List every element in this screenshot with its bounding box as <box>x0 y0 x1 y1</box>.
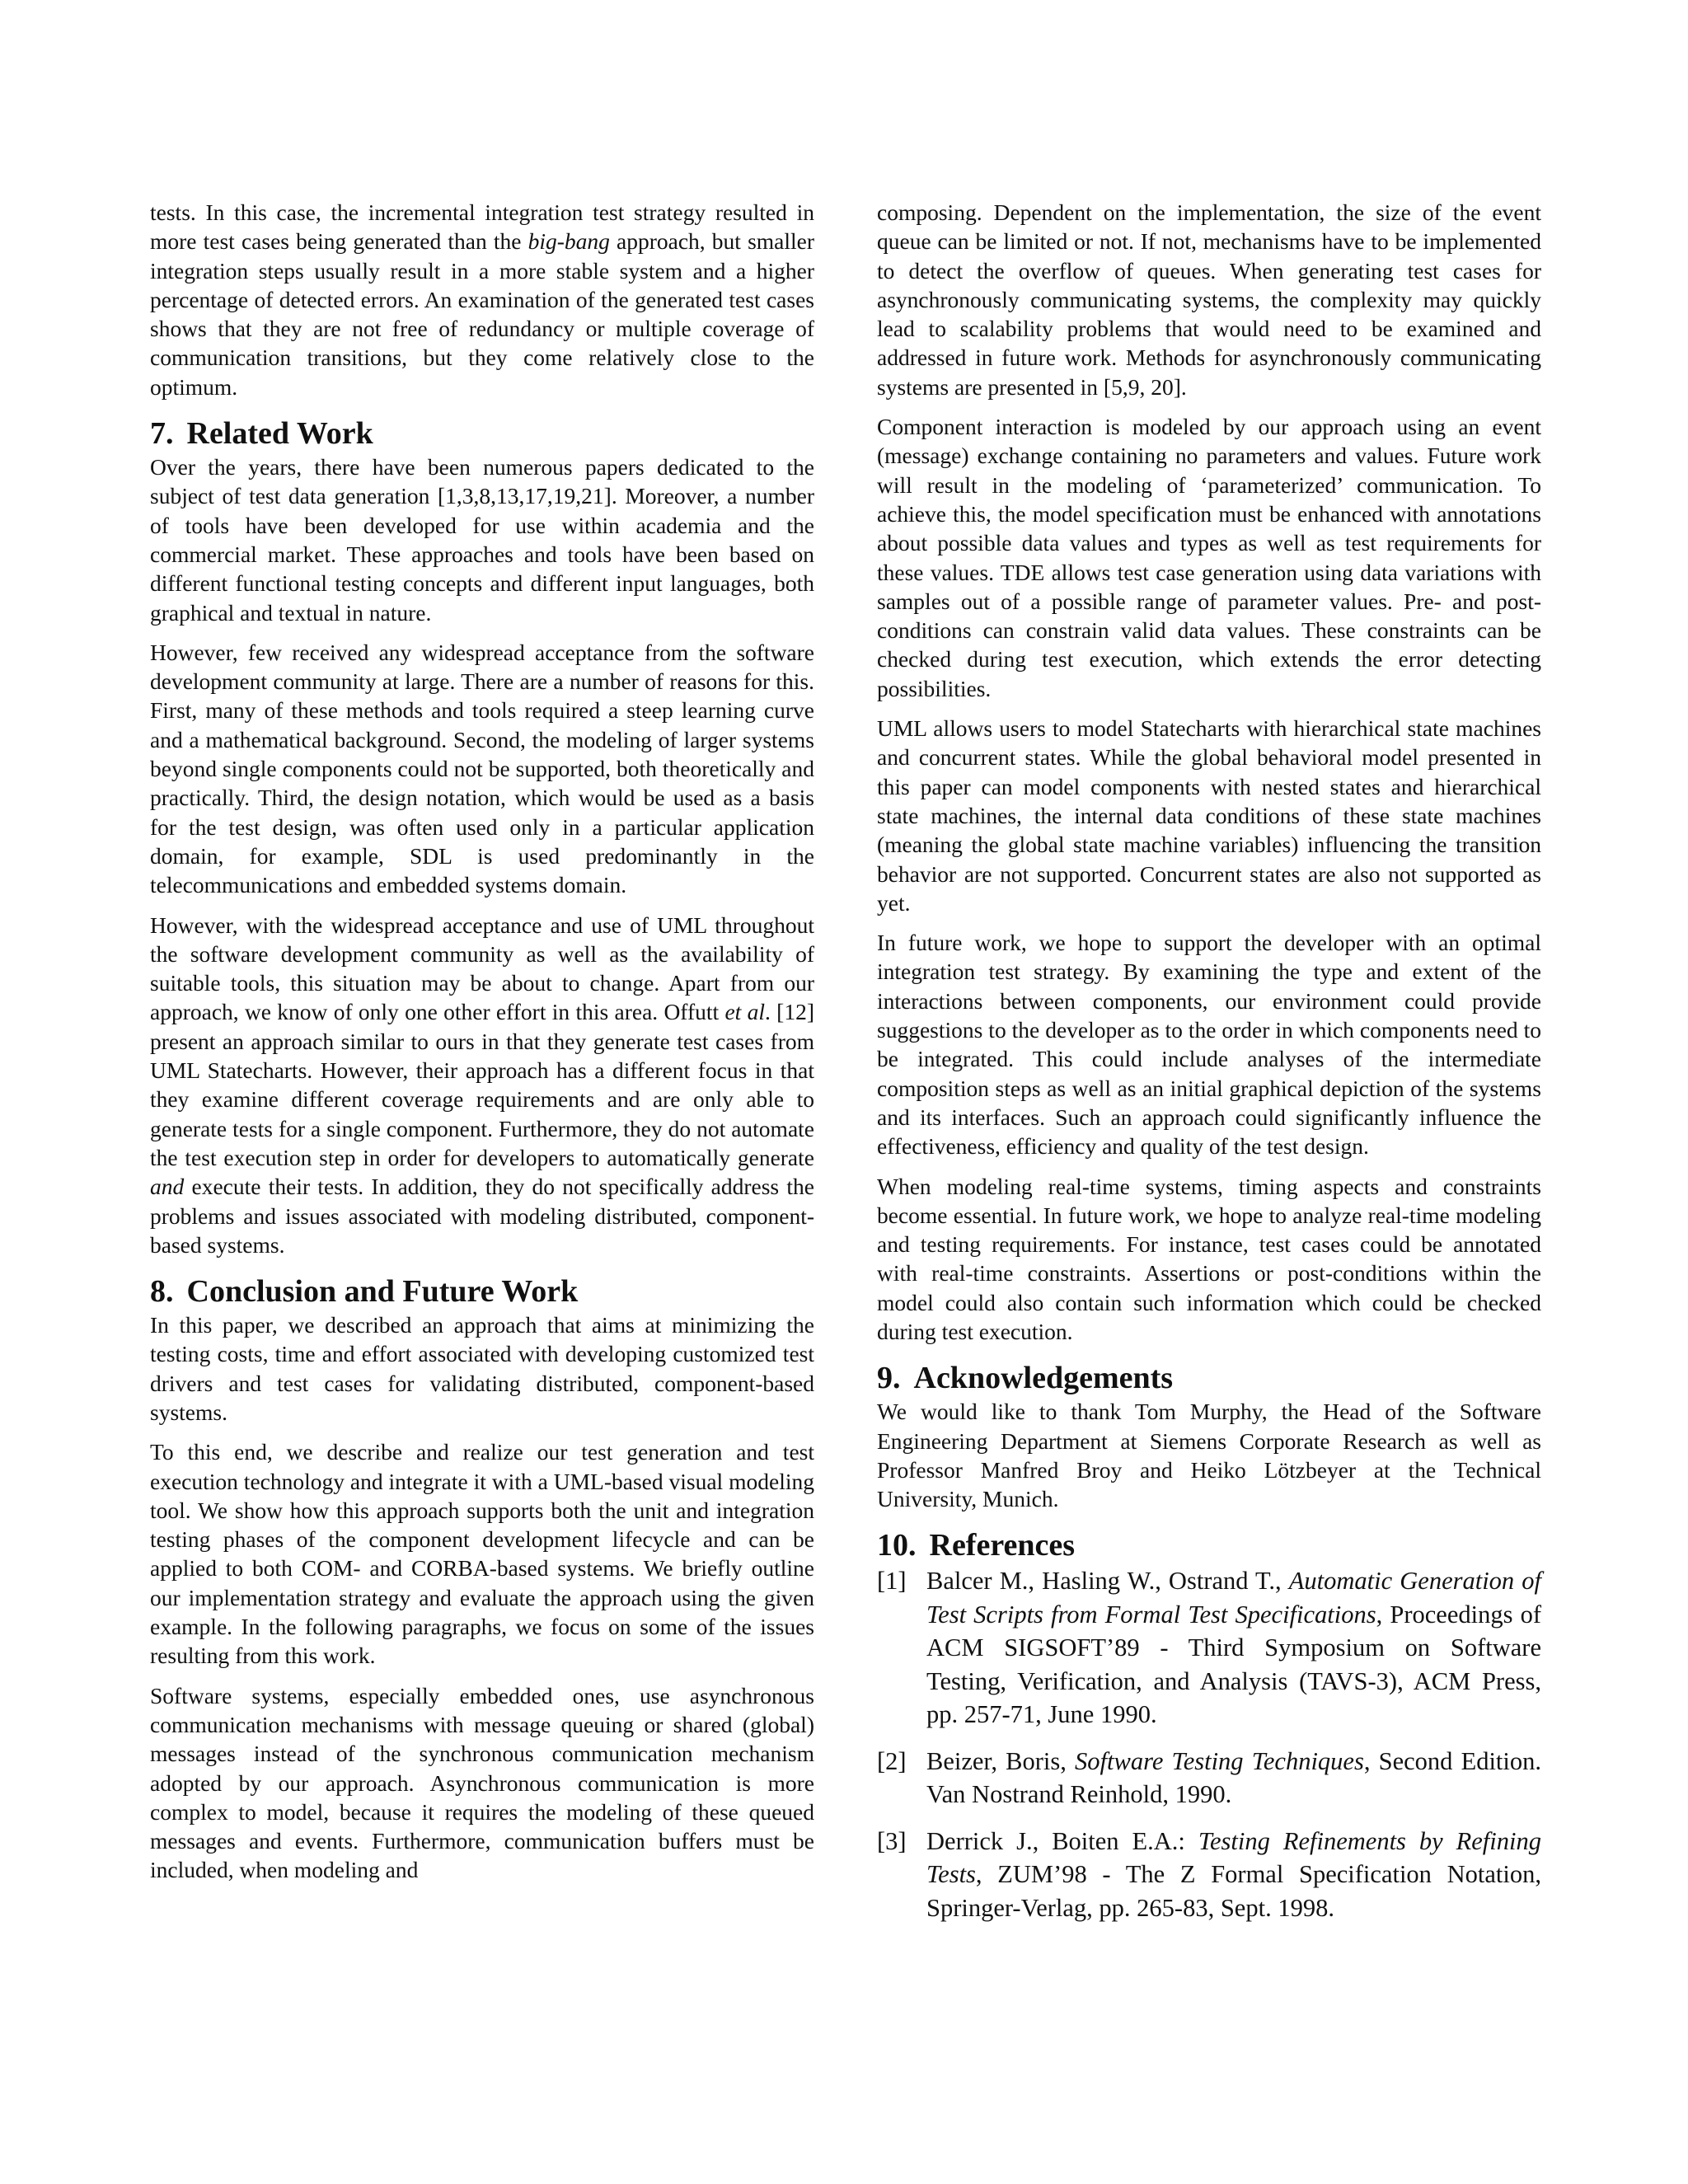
section-number: 10. <box>877 1528 917 1563</box>
paragraph-conclusion-1: In this paper, we described an approach that aims at minimizing the testing costs, time and effort associated with developing customized test drivers and test cases for validating distributed, component-based systems. <box>150 1312 814 1425</box>
paragraph-uml-statecharts: UML allows users to model Statecharts with hierarchical state machines and concurrent states. While the global behavioral model presented in this paper can model components with nested states and hierarchical state machines, the internal data conditions of these state machines (meaning the global state machine variables) influencing the transition behavior are not supported. Concurrent states are also not supported as yet. <box>877 715 1541 916</box>
section-number: 9. <box>877 1361 901 1396</box>
left-column <box>150 198 814 1885</box>
paragraph-conclusion-2: To this end, we describe and realize our test generation and test execution technology and integrate it with a UML-based visual modeling tool. We show how this approach supports both the unit and integration testing phases of the component development lifecycle and can be applied to both COM- and CORBA-based systems. We briefly outline our implementation strategy and evaluate the approach using the given example. In the following paragraphs, we focus on some of the issues resulting from this work. <box>150 1439 814 1669</box>
paragraph-asynchronous-continued: composing. Dependent on the implementation, the size of the event queue can be limited or not. If not, mechanisms have to be implemented to detect the overflow of queues. When generating test cases for asynchronously communicating systems, the complexity may quickly lead to scalability problems that would need to be examined and addressed in future work. Methods for asynchronously communicating systems are presented in [5,9, 20]. <box>877 199 1541 400</box>
paragraph-related-work-3: However, with the widespread acceptance and use of UML throughout the software development community as well as the availability of suitable tools, this situation may be about to change. Apart from our approach, we know of only one other effort in this area. Offutt et al. [12] present an approach similar to ours in that they generate test cases from UML Statecharts. However, their approach has a different focus in that they examine different coverage requirements and are only able to generate tests for a single component. Furthermore, they do not automate the test execution step in order for developers to automatically generate and execute their tests. In addition, they do not specifically address the problems and issues associated with modeling distributed, component-based systems. <box>150 912 814 1258</box>
section-title: Acknowledgements <box>913 1361 1174 1396</box>
reference-text: Balcer M., Hasling W., Ostrand T., Automatic Generation of Test Scripts from Formal Test Specifications, Proceedings of ACM SIGSOFT’89 - Third Symposium on Software Testing, Verification, and Analysis (TAVS-3), ACM Press, pp. 257-71, June 1990. <box>926 1567 1541 1729</box>
section-heading-acknowledgements <box>877 1359 1541 1397</box>
paragraph-related-work-1: Over the years, there have been numerous papers dedicated to the subject of test data generation [1,3,8,13,17,19,21]. Moreover, a number of tools have been developed for use within academia and the commercial market. These approaches and tools have been based on different functional testing concepts and different input languages, both graphical and textual in nature. <box>150 454 814 626</box>
reference-text: Derrick J., Boiten E.A.: Testing Refinements by Refining Tests, ZUM’98 - The Z Formal Specification Notation, Springer-Verlag, pp. 265-83, Sept. 1998. <box>926 1826 1541 1922</box>
right-column <box>877 198 1541 1938</box>
reference-text: Beizer, Boris, Software Testing Techniques, Second Edition. Van Nostrand Reinhold, 1990. <box>926 1746 1541 1809</box>
reference-item <box>877 1825 1541 1925</box>
paragraph-component-interaction: Component interaction is modeled by our approach using an event (message) exchange containing no parameters and values. Future work will result in the modeling of ‘parameterized’ communication. To achieve this, the model specification must be enhanced with annotations about possible data values and types as well as test requirements for these values. TDE allows test case generation using data variations with samples out of a possible range of parameter values. Pre- and post-conditions can constrain valid data values. These constraints can be checked during test execution, which extends the error detecting possibilities. <box>877 414 1541 701</box>
section-number: 8. <box>150 1274 174 1310</box>
section-heading-conclusion <box>150 1272 814 1310</box>
section-heading-references <box>877 1526 1541 1564</box>
section-heading-related-work <box>150 415 814 452</box>
reference-list <box>877 1564 1541 1924</box>
paragraph-intro-continued: tests. In this case, the incremental integration test strategy resulted in more test cases being generated than the big-bang approach, but smaller integration steps usually result in a more stable system and a higher percentage of detected errors. An examination of the generated test cases shows that they are not free of redundancy or multiple coverage of communication transitions, but they come relatively close to the optimum. <box>150 199 815 400</box>
reference-item <box>877 1745 1541 1811</box>
paragraph-real-time: When modeling real-time systems, timing aspects and constraints become essential. In future work, we hope to analyze real-time modeling and testing requirements. For instance, test cases could be annotated with real-time constraints. Assertions or post-conditions within the model could also contain such information which could be checked during test execution. <box>877 1173 1541 1344</box>
reference-number: [2] <box>877 1746 907 1775</box>
section-number: 7. <box>150 416 174 452</box>
section-title: Conclusion and Future Work <box>186 1274 579 1310</box>
section-title: Related Work <box>186 416 373 452</box>
paragraph-integration-strategy: In future work, we hope to support the developer with an optimal integration test strategy. By examining the type and extent of the interactions between components, our environment could provide suggestions to the developer as to the order in which components need to be integrated. This could include analyses of the intermediate composition steps as well as an initial graphical depiction of the systems and its interfaces. Such an approach could significantly influence the effectiveness, efficiency and quality of the test design. <box>877 930 1541 1160</box>
section-title: References <box>929 1528 1076 1563</box>
paragraph-conclusion-3: Software systems, especially embedded ones, use asynchronous communication mechanisms with message queuing or shared (global) messages instead of the synchronous communication mechanism adopted by our approach. Asynchronous communication is more complex to model, because it requires the modeling of these queued messages and events. Furthermore, communication buffers must be included, when modeling and <box>150 1682 814 1883</box>
reference-number: [3] <box>877 1826 907 1855</box>
reference-number: [1] <box>877 1567 907 1596</box>
reference-item <box>877 1564 1541 1732</box>
paragraph-related-work-2: However, few received any widespread acceptance from the software development community at large. There are a number of reasons for this. First, many of these methods and tools required a steep learning curve and a mathematical background. Second, the modeling of larger systems beyond single components could not be supported, both theoretically and practically. Third, the design notation, which would be used as a basis for the test design, was often used only in a particular application domain, for example, SDL is used predominantly in the telecommunications and embedded systems domain. <box>150 639 814 898</box>
paragraph-acknowledgements: We would like to thank Tom Murphy, the Head of the Software Engineering Department at Siemens Corporate Research as well as Professor Manfred Broy and Heiko Lötzbeyer at the Technical University, Munich. <box>877 1399 1541 1512</box>
